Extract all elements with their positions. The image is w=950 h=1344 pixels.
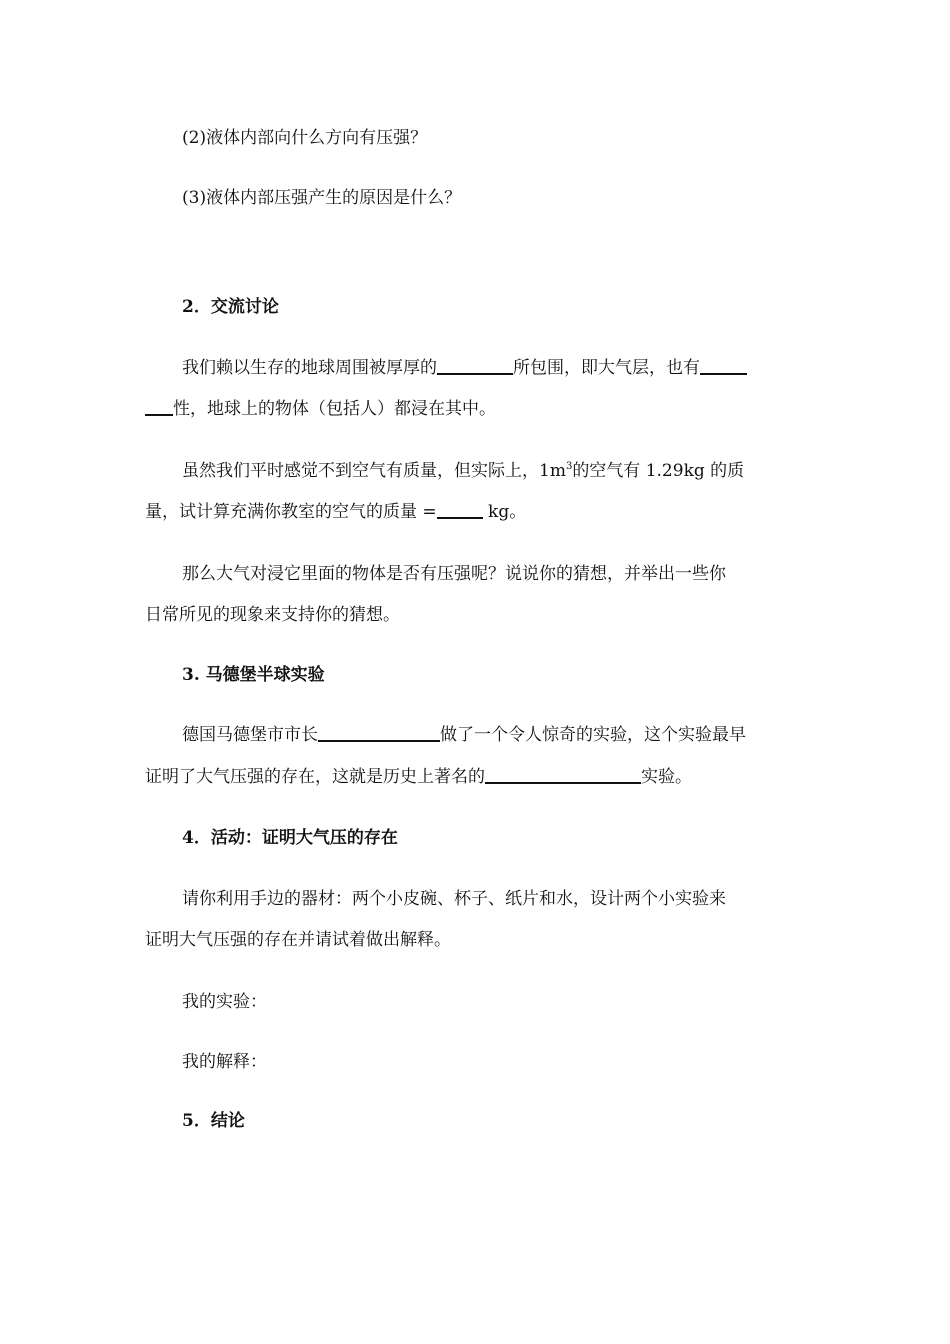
- section-3-paragraph-line-1: 德国马德堡市市长 做了一个令人惊奇的实验，这个实验最早: [182, 725, 746, 745]
- section-3-heading: 3. 马德堡半球实验: [182, 665, 325, 685]
- section-2-paragraph-1-line-2: 性，地球上的物体（包括人）都浸在其中。: [145, 398, 496, 420]
- fill-blank-3[interactable]: [437, 501, 483, 519]
- section-2-paragraph-2-line-1: 虽然我们平时感觉不到空气有质量，但实际上，$1m^3$的空气有 1.29kg 的质: [182, 461, 745, 481]
- fill-blank-1[interactable]: [437, 357, 513, 375]
- section-2-paragraph-1-line-1: 我们赖以生存的地球周围被厚厚的 所包围，即大气层，也有: [182, 357, 747, 379]
- fill-blank-2b[interactable]: [145, 398, 173, 416]
- fill-blank-4[interactable]: [318, 724, 440, 742]
- my-experiment-label: 我的实验：: [182, 992, 267, 1012]
- section-2-paragraph-2-line-2: 量，试计算充满你教室的空气的质量 = kg。: [145, 502, 527, 522]
- section-2-paragraph-3-line-2: 日常所见的现象来支持你的猜想。: [145, 605, 400, 625]
- section-2-paragraph-3-line-1: 那么大气对浸它里面的物体是否有压强呢？说说你的猜想，并举出一些你: [182, 564, 726, 584]
- section-3-paragraph-line-2: 证明了大气压强的存在，这就是历史上著名的 实验。: [145, 767, 692, 787]
- my-explanation-label: 我的解释：: [182, 1052, 267, 1072]
- fill-blank-5[interactable]: [485, 766, 641, 784]
- question-3: (3)液体内部压强产生的原因是什么？: [182, 188, 462, 208]
- fill-blank-2a[interactable]: [700, 357, 747, 375]
- section-5-heading: 5．结论: [182, 1111, 245, 1131]
- section-4-heading: 4．活动：证明大气压的存在: [182, 828, 398, 848]
- section-2-heading: 2．交流讨论: [182, 297, 279, 317]
- question-2: (2)液体内部向什么方向有压强？: [182, 128, 428, 148]
- section-4-paragraph-line-2: 证明大气压强的存在并请试着做出解释。: [145, 930, 451, 950]
- section-4-paragraph-line-1: 请你利用手边的器材：两个小皮碗、杯子、纸片和水，设计两个小实验来: [182, 889, 726, 909]
